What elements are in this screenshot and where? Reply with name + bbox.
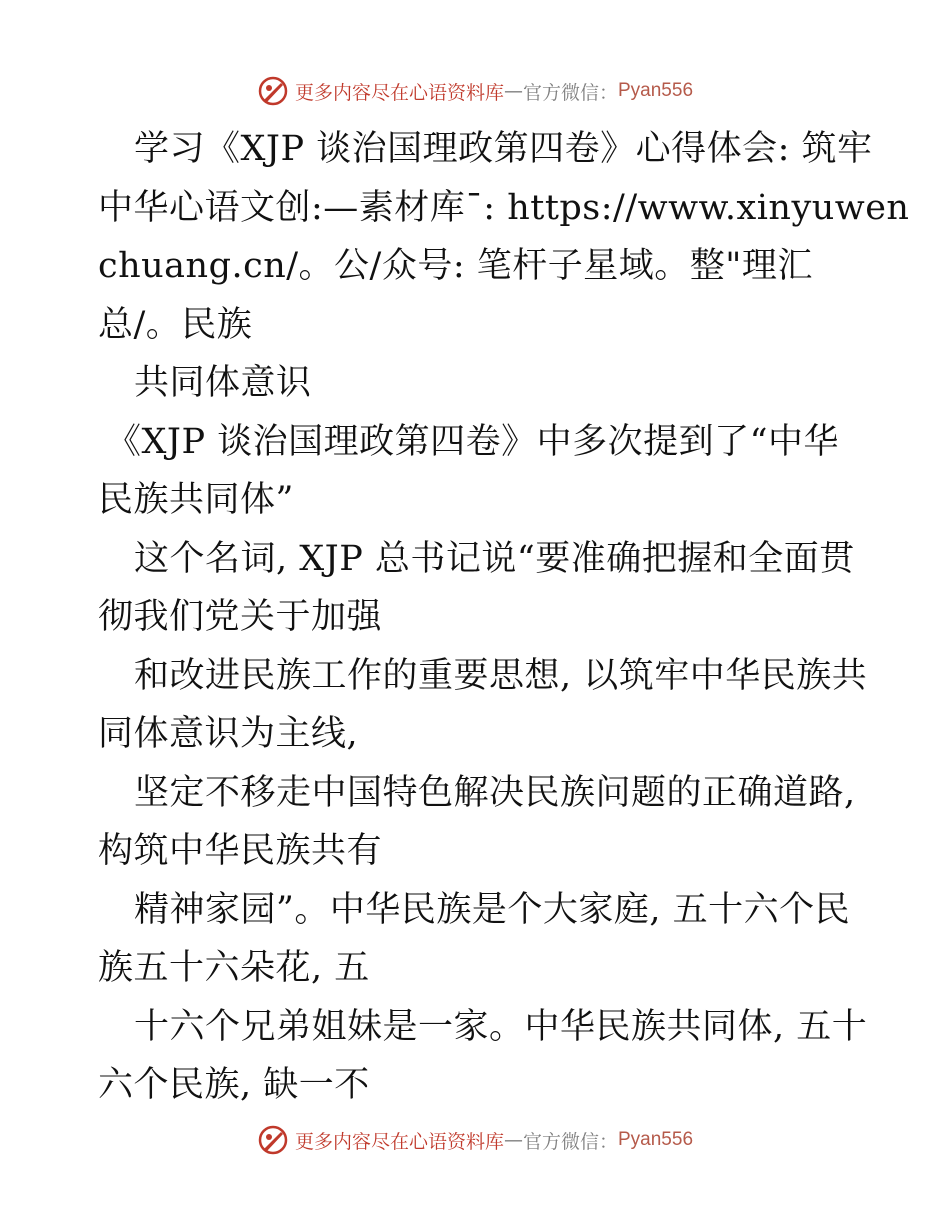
banner-wechat-id: Pyan556 bbox=[618, 1129, 694, 1150]
quill-logo-icon bbox=[257, 75, 289, 107]
banner-wechat-label: 官方微信： bbox=[522, 81, 618, 104]
banner-promo-text: 更多内容尽在心语资料库 bbox=[294, 1130, 504, 1153]
text-line: 学习《XJP 谈治国理政第四卷》心得体会: 筑牢 bbox=[134, 129, 873, 169]
text-line: 十六个兄弟姐妹是一家。中华民族共同体, 五十 bbox=[134, 1006, 868, 1047]
text-line: 族五十六朵花, 五 bbox=[98, 948, 370, 988]
text-line: 彻我们党关于加强 bbox=[98, 597, 383, 637]
banner-dash: — bbox=[503, 1129, 523, 1151]
header-banner bbox=[0, 71, 950, 111]
text-line: 共同体意识 bbox=[134, 363, 312, 403]
text-line: 和改进民族工作的重要思想, 以筑牢中华民族共 bbox=[134, 655, 868, 696]
footer-banner bbox=[0, 1120, 950, 1160]
text-line: 《XJP 谈治国理政第四卷》中多次提到了“中华 bbox=[106, 421, 840, 462]
text-line: 坚定不移走中国特色解决民族问题的正确道路, bbox=[134, 772, 856, 813]
quill-logo-icon bbox=[257, 1124, 289, 1156]
banner-wechat-id: Pyan556 bbox=[618, 80, 694, 101]
document-body bbox=[98, 120, 910, 1115]
text-line: 六个民族, 缺一不 bbox=[98, 1065, 370, 1105]
text-line: 同体意识为主线, bbox=[98, 714, 359, 754]
text-line: 这个名词, XJP 总书记说“要准确把握和全面贯 bbox=[134, 538, 855, 579]
text-line: 中华心语文创:—素材库¯: https://www.xinyuwen bbox=[98, 187, 910, 228]
text-line: chuang.cn/。公/众号: 笔杆子星域。整"理汇 bbox=[98, 246, 813, 286]
banner-dash: — bbox=[503, 80, 523, 102]
text-line: 构筑中华民族共有 bbox=[98, 831, 383, 871]
text-line: 总/。民族 bbox=[98, 304, 253, 345]
banner-wechat-label: 官方微信： bbox=[522, 1130, 618, 1153]
text-line: 民族共同体” bbox=[98, 480, 294, 520]
text-line: 精神家园”。中华民族是个大家庭, 五十六个民 bbox=[134, 889, 851, 930]
banner-promo-text: 更多内容尽在心语资料库 bbox=[294, 81, 504, 104]
